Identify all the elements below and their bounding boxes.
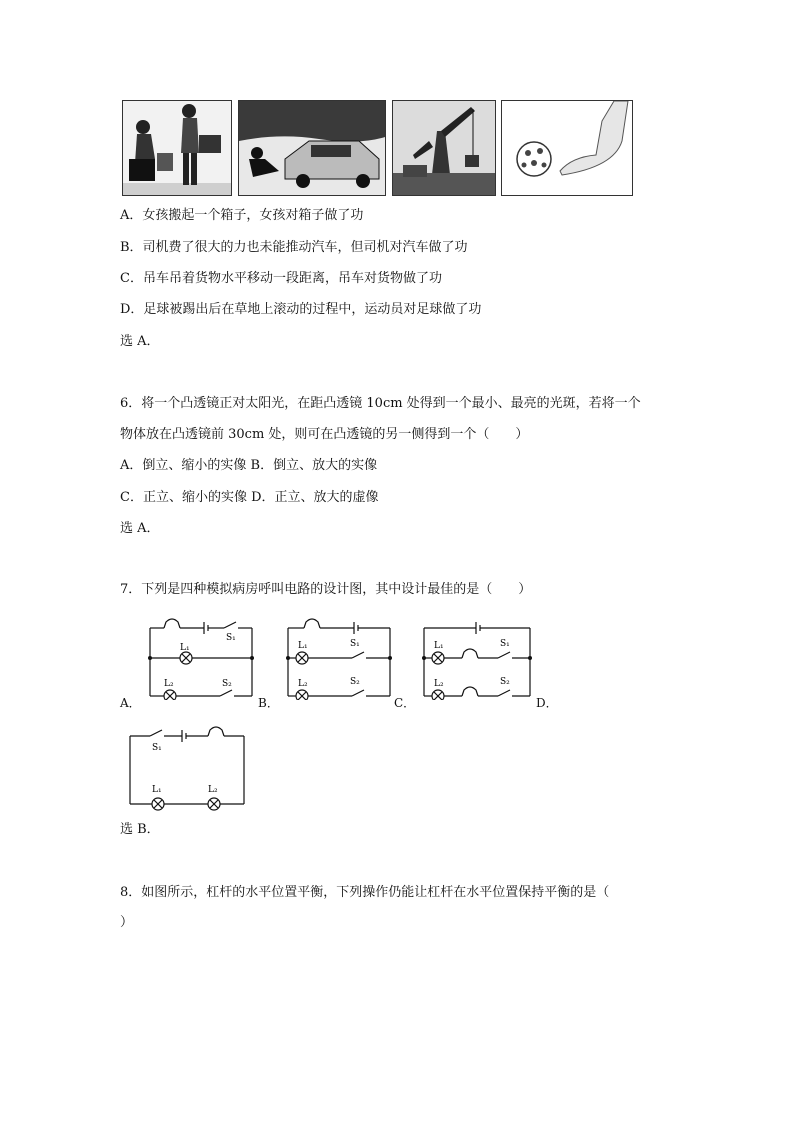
- label-s1: S₁: [152, 743, 162, 753]
- circuit-diagram-d: [122, 712, 250, 812]
- q6-options-line1: A．倒立、缩小的实像 B．倒立、放大的实像: [120, 458, 378, 473]
- q6-options-line2: C．正立、缩小的实像 D．正立、放大的虚像: [120, 490, 379, 505]
- q8-stem-line1: 8．如图所示，杠杆的水平位置平衡，下列操作仍能让杠杆在水平位置保持平衡的是（: [120, 885, 610, 900]
- label-l2: L₂: [434, 679, 444, 689]
- photo-crane-moving-cargo: [392, 100, 496, 196]
- label-l2: L₂: [208, 785, 218, 795]
- q5-option-b: B．司机费了很大的力也未能推动汽车，但司机对汽车做了功: [120, 240, 468, 255]
- q5-option-a: A．女孩搬起一个箱子，女孩对箱子做了功: [120, 208, 364, 223]
- label-s1: S₁: [500, 639, 510, 649]
- q7-answer: 选 B．: [120, 822, 160, 837]
- label-l1: L₁: [152, 785, 162, 795]
- circuit-diagram-a: [140, 610, 260, 700]
- label-l1: L₁: [180, 643, 190, 653]
- circuit-diagram-b: [278, 610, 398, 700]
- label-s1: S₁: [226, 633, 236, 643]
- q5-answer: 选 A．: [120, 334, 160, 349]
- q8-stem-line2: ）: [120, 915, 134, 930]
- q7-label-b: B．: [258, 696, 279, 710]
- q6-answer: 选 A．: [120, 521, 160, 536]
- photo-kicked-football: [501, 100, 633, 196]
- circuit-diagram-c: [414, 610, 536, 700]
- q6-stem-line1: 6．将一个凸透镜正对太阳光，在距凸透镜 10cm 处得到一个最小、最亮的光斑，若将一个: [120, 396, 641, 411]
- q7-stem: 7．下列是四种模拟病房呼叫电路的设计图，其中设计最佳的是（ ）: [120, 582, 532, 597]
- q5-option-c: C．吊车吊着货物水平移动一段距离，吊车对货物做了功: [120, 271, 442, 286]
- label-l1: L₁: [298, 641, 308, 651]
- q7-label-d: D．: [536, 696, 558, 710]
- label-s2: S₂: [350, 677, 360, 687]
- q7-label-c: C．: [394, 696, 416, 710]
- q6-stem-line2: 物体放在凸透镜前 30cm 处，则可在凸透镜的另一侧得到一个（ ）: [120, 427, 529, 442]
- label-s1: S₁: [350, 639, 360, 649]
- label-l2: L₂: [164, 679, 174, 689]
- label-s2: S₂: [222, 679, 232, 689]
- photo-girl-lifting-box: [122, 100, 232, 196]
- label-s2: S₂: [500, 677, 510, 687]
- photo-man-pushing-car: [238, 100, 386, 196]
- q5-option-d: D．足球被踢出后在草地上滚动的过程中，运动员对足球做了功: [120, 302, 482, 317]
- label-l2: L₂: [298, 679, 308, 689]
- q7-label-a: A．: [120, 696, 141, 710]
- label-l1: L₁: [434, 641, 444, 651]
